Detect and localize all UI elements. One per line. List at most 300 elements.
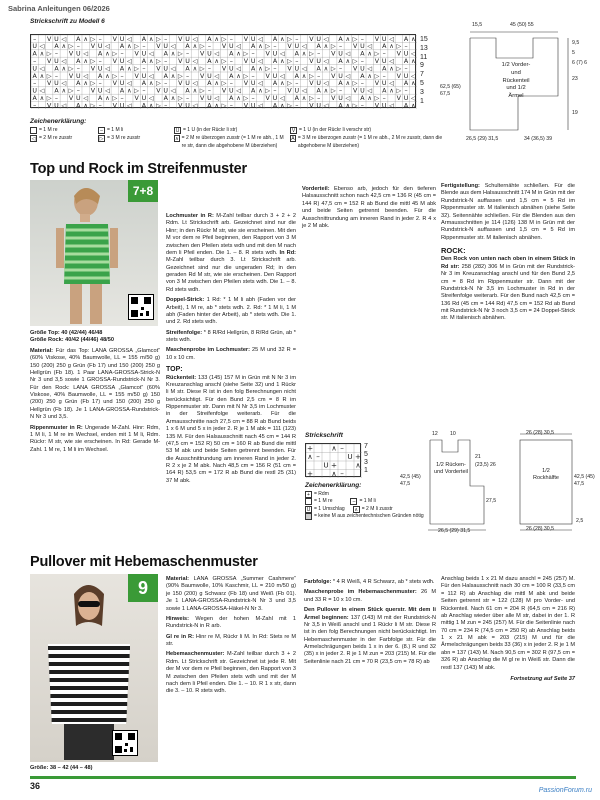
chart-symbol: U <box>403 72 409 80</box>
chart-symbol: U <box>207 72 212 80</box>
chart-symbol: ▷ <box>287 102 292 109</box>
chart-symbol: U <box>76 72 81 80</box>
chart-symbol: ◁ <box>39 65 45 73</box>
chart-symbol: – <box>382 94 386 102</box>
chart-symbol: ▷ <box>396 43 402 51</box>
chart-symbol: ∧ <box>236 50 241 58</box>
chart-symbol: ◁ <box>279 50 285 58</box>
chart-symbol: ◁ <box>323 102 329 109</box>
legend-item: ▷ = 3 M re zusstr <box>99 135 141 143</box>
chart-symbol: ∧ <box>279 102 285 109</box>
chart-symbol: ◁ <box>170 87 176 95</box>
chart-symbol: U <box>54 35 59 43</box>
chart-symbol: U <box>141 94 147 102</box>
chart-symbol: ∧ <box>214 80 220 88</box>
chart-symbol: V <box>265 50 270 58</box>
chart-symbol: – <box>404 43 408 51</box>
legend-item: + = Rdm <box>305 491 435 498</box>
chart-symbol: V <box>221 87 227 95</box>
pullover-sizes: Größe: 38 – 42 (44 – 48) <box>30 765 93 771</box>
chart-symbol: – <box>340 469 344 478</box>
pullover-stripe <box>49 662 129 666</box>
chart-symbol: A <box>98 72 103 80</box>
pullover-column-3: Anschlag beids 1 x 21 M dazu anschl = 245 (257) M. Für den Halsausschnitt nach 30 cm = 100 R (33,5 cm = 112 R) ab Anschlag die mittl M abk und beide Seiten getrennt str = 122 (128) M pro Vorder- und Rückenteil. Nach 61 cm = 204 R (64,5 cm = 216 R) ab Anschlag wieder über alle M str, dabei in der 1. R mittig 1 M zun = 245 (257) M. Für die Seitenlinie nach 70 cm = 234 R (74,5 cm = 250 R) ab Anschlag beids 1 x 21 M abk = 203 (215) M und für die Ärmelschrägungen beids 33 (36) x in jeder 2. R je 1 M abn = 137 (143) M. Nach 90,5 cm = 302 R (97,5 cm = 326 R) ab Anschlag die M gl re in Weiß str. Dann die restl 137 (143) M abk. Fortsetzung auf Seite 37 <box>441 576 576 682</box>
chart-symbol: U <box>338 72 343 80</box>
chart-symbol: U <box>294 87 300 95</box>
chart-symbol: ∧ <box>258 43 263 51</box>
chart-symbol: U <box>119 57 125 65</box>
chart-symbol: ▷ <box>112 94 118 102</box>
chart-symbol: V <box>47 102 52 109</box>
chart-symbol: – <box>338 65 343 73</box>
chart-symbol: U <box>294 43 300 51</box>
chart-symbol: V <box>352 43 358 51</box>
chart-symbol: V <box>331 50 336 58</box>
chart-symbol: ▷ <box>199 43 205 51</box>
chart-symbol: ∧ <box>411 102 416 109</box>
knitting-chart-grid <box>31 35 417 109</box>
page-number: 36 <box>30 781 41 791</box>
chart-symbol: – <box>338 43 343 51</box>
chart-symbol: A <box>360 72 365 80</box>
chart-symbol: ◁ <box>126 102 132 109</box>
chart-symbol: ∧ <box>236 94 241 102</box>
chart-symbol: – <box>76 65 80 73</box>
chart-symbol: ▷ <box>199 65 205 73</box>
chart-symbol: – <box>98 57 102 65</box>
chart-symbol: V <box>47 57 52 65</box>
chart-symbol: – <box>120 50 124 58</box>
legend-item: = keine M aus zeichentechnischen Gründen nötig <box>305 513 435 520</box>
chart-symbol: ∧ <box>192 87 198 95</box>
chart-symbol: ▷ <box>287 35 292 43</box>
chart-symbol: U <box>141 50 147 58</box>
chart-symbol: ∧ <box>236 72 241 80</box>
chart-symbol: – <box>229 80 233 88</box>
chart-symbol: V <box>352 65 358 73</box>
chart-symbol: – <box>317 50 321 58</box>
chart-symbol: U <box>32 43 37 51</box>
chart-symbol: ◁ <box>192 80 198 88</box>
chart-symbol: ▷ <box>308 50 314 58</box>
chart-symbol: A <box>360 94 365 102</box>
section-title-top-rock: Top und Rock im Streifenmuster <box>30 161 247 177</box>
chart-symbol: ▷ <box>352 102 358 109</box>
chart-symbol: V <box>374 57 380 65</box>
chart-symbol: ◁ <box>257 102 263 109</box>
row-number: 7 <box>420 71 424 79</box>
chart-symbol: ◁ <box>389 102 394 109</box>
chart-symbol: A <box>338 80 343 88</box>
column-3: Vorderteil: Ebenso arb, jedoch für den tieferen Halsausschnitt schon nach 42,5 cm = 136 R (45 cm = 144 R) 47,5 cm = 152 R ab Bund die mittl 45 M abk und beide Seiten getrennt beenden. Für die Ausschnittrundung am inneren Rand in jeder 2. R 4 x je 2 M abk. <box>302 186 436 229</box>
chart-symbol: ▷ <box>90 57 96 65</box>
qr-code-icon[interactable] <box>112 730 138 756</box>
chart-symbol: ◁ <box>345 94 351 102</box>
chart-symbol: ∧ <box>279 80 285 88</box>
chart-symbol: ∧ <box>389 87 394 95</box>
chart-symbol: U <box>381 102 387 109</box>
chart-symbol: ∧ <box>148 102 154 109</box>
legend-item: U = 1 U (in der Rückr li str) <box>175 127 238 134</box>
footer-rule <box>30 776 576 779</box>
chart-symbol: A <box>382 65 387 73</box>
chart-symbol: ◁ <box>105 43 110 51</box>
chart-symbol: ∧ <box>345 35 351 43</box>
chart-symbol: ◁ <box>192 102 198 109</box>
chart-symbol: ◁ <box>192 57 198 65</box>
chart-symbol: ▷ <box>352 35 358 43</box>
chart-symbol: – <box>338 87 343 95</box>
chart-symbol: V <box>199 72 205 80</box>
chart-symbol: U <box>347 452 353 462</box>
chart-symbol: V <box>199 94 205 102</box>
chart-symbol: U <box>97 65 103 73</box>
chart-symbol: ◁ <box>61 35 67 43</box>
chart-symbol: A <box>119 43 125 51</box>
chart-symbol: ▷ <box>374 50 380 58</box>
chart-symbol: ∧ <box>105 94 110 102</box>
chart-symbol: A <box>141 80 147 88</box>
qr-code-icon[interactable] <box>128 294 154 320</box>
chart-symbol: – <box>54 94 59 102</box>
chart-symbol: U <box>316 57 321 65</box>
chart-symbol: V <box>309 57 314 65</box>
chart-symbol: ◁ <box>83 94 89 102</box>
chart-symbol: ∧ <box>411 57 416 65</box>
chart-symbol: ∧ <box>355 460 361 470</box>
chart-symbol: ∧ <box>39 50 45 58</box>
chart-symbol: ▷ <box>308 72 314 80</box>
chart-symbol: V <box>331 94 336 102</box>
continuation-note: Fortsetzung auf Seite 37 <box>510 675 575 682</box>
pullover-stripe <box>48 654 129 658</box>
chart-symbol: V <box>112 80 117 88</box>
chart-symbol: U <box>316 80 321 88</box>
chart-symbol: ▷ <box>396 65 402 73</box>
chart-symbol: V <box>156 87 161 95</box>
chart-symbol: ▷ <box>265 65 271 73</box>
chart-symbol: ◁ <box>410 94 416 102</box>
chart-symbol: ∧ <box>345 102 351 109</box>
chart-symbol: ∧ <box>61 87 67 95</box>
chart-symbol: A <box>229 50 234 58</box>
chart-symbol: ∧ <box>127 65 132 73</box>
chart-symbol: ∧ <box>307 452 313 462</box>
chart-symbol: U <box>294 65 300 73</box>
chart-symbol: ∧ <box>367 94 372 102</box>
chart-symbol: A <box>229 72 234 80</box>
chart2-legend-title: Zeichenerklärung: <box>305 482 362 489</box>
chart-symbol: ▷ <box>112 50 118 58</box>
chart-symbol: ∧ <box>192 65 198 73</box>
chart-symbol: – <box>186 94 190 102</box>
chart-symbol: U <box>119 35 125 43</box>
chart-symbol: V <box>47 80 52 88</box>
chart-symbol: ▷ <box>156 80 161 88</box>
chart-symbol: ▷ <box>90 35 96 43</box>
chart-symbol: – <box>360 57 364 65</box>
chart-symbol: ∧ <box>279 57 285 65</box>
chart-symbol: ▷ <box>68 87 74 95</box>
chart-symbol: A <box>76 102 81 109</box>
pullover-stripe <box>50 678 129 682</box>
chart-symbol: – <box>382 72 386 80</box>
chart-symbol: ∧ <box>301 50 307 58</box>
chart-symbol: – <box>164 57 168 65</box>
chart-symbol: ∧ <box>214 102 220 109</box>
chart-symbol: ◁ <box>214 50 220 58</box>
chart-symbol: V <box>243 80 249 88</box>
chart-symbol: ◁ <box>257 35 263 43</box>
chart-symbol: ◁ <box>367 65 373 73</box>
chart-symbol: ▷ <box>287 80 292 88</box>
chart-symbol: U <box>54 102 59 109</box>
chart-symbol: U <box>228 65 234 73</box>
chart-symbol: ∧ <box>61 43 67 51</box>
chart-symbol: ▷ <box>330 65 336 73</box>
legend-item: = 1 M re <box>30 127 92 134</box>
chart-symbol: ∧ <box>258 65 263 73</box>
chart-symbol: A <box>141 35 147 43</box>
chart-symbol: A <box>163 94 168 102</box>
chart-symbol: – <box>98 80 102 88</box>
chart-symbol: U <box>185 80 190 88</box>
legend-item: ∧ = 2 M re überzogen zusstr (= 1 M re abh., 1 M re str, dann die abgehobene M überziehen) <box>175 135 284 149</box>
chart-symbol: ∧ <box>105 72 110 80</box>
chart-symbol: V <box>287 65 292 73</box>
chart-symbol: A <box>316 87 321 95</box>
chart-symbol: A <box>382 87 387 95</box>
chart-symbol: U <box>207 94 212 102</box>
chart-symbol: – <box>120 94 124 102</box>
chart-symbol: V <box>90 43 96 51</box>
chart2-title: Strickschrift <box>305 432 343 439</box>
chart-symbol: V <box>331 72 336 80</box>
model-photo-top-rock <box>30 180 158 326</box>
pullover-stripe <box>50 686 128 690</box>
chart-symbol: ◁ <box>105 65 110 73</box>
chart-symbol: – <box>317 94 321 102</box>
chart-symbol: U <box>250 102 256 109</box>
chart-symbol: A <box>207 102 212 109</box>
chart-symbol: U <box>228 87 234 95</box>
chart-symbol: A <box>229 94 234 102</box>
chart-symbol: V <box>178 102 183 109</box>
chart-symbol: ∧ <box>39 94 45 102</box>
chart-symbol: – <box>251 72 255 80</box>
chart-symbol: – <box>76 87 80 95</box>
row-number: 11 <box>420 53 428 61</box>
chart-symbol: – <box>207 65 212 73</box>
chart-symbol: ∧ <box>323 65 329 73</box>
chart-symbol: ◁ <box>170 65 176 73</box>
chart-symbol: ▷ <box>221 102 227 109</box>
pullover-stripe <box>51 710 127 714</box>
chart-symbol: – <box>142 43 146 51</box>
chart-symbol: U <box>403 94 409 102</box>
chart-symbol: ∧ <box>411 35 416 43</box>
chart-symbol: ▷ <box>112 72 118 80</box>
chart-symbol: – <box>273 87 277 95</box>
chart-symbol: ◁ <box>279 94 285 102</box>
chart-symbol: ∧ <box>258 87 263 95</box>
chart-symbol: – <box>54 50 59 58</box>
chart-symbol: ◁ <box>39 87 45 95</box>
chart-symbol: ▷ <box>156 102 161 109</box>
legend-item: ◁ = 2 M re zusstr <box>31 135 73 143</box>
chart-symbol: V <box>396 72 401 80</box>
chart-symbol: ▷ <box>374 72 380 80</box>
chart-symbol: ◁ <box>257 80 263 88</box>
chart-symbol: A <box>141 102 147 109</box>
chart-symbol: V <box>90 65 96 73</box>
chart-symbol: ◁ <box>83 50 89 58</box>
chart-symbol: V <box>221 43 227 51</box>
chart-symbol: V <box>287 43 292 51</box>
chart-symbol: V <box>112 102 117 109</box>
chart-symbol: – <box>295 35 299 43</box>
chart-symbol: ∧ <box>331 469 337 478</box>
chart-symbol: ◁ <box>301 87 307 95</box>
row-number: 1 <box>420 97 424 105</box>
chart-symbol: ∧ <box>105 50 110 58</box>
chart-symbol: ▷ <box>243 94 249 102</box>
chart-symbol: ◁ <box>323 57 329 65</box>
chart-title: Strickschrift zu Modell 6 <box>30 18 105 25</box>
chart-symbol: V <box>374 80 380 88</box>
chart-symbol: ∧ <box>61 65 67 73</box>
schematic-top-rock: 12 10 21 (23,5) 26 42,5 (45) 47,5 27,5 1/2 Rücken- und Vorderteil 26,5 (29) 31,5 2,5 26 (28) 30,5 1/2 Rockhälfte 42,5 (45) 47,5 26 (28) 30,5 <box>400 430 595 534</box>
chart-symbol: U <box>338 94 343 102</box>
chart-symbol: ∧ <box>323 87 329 95</box>
column-2: Lochmuster in R: M-Zahl teilbar durch 3 + 2 + 2 Rdm. Lt Strickschrift arb. Gezeichnet sind nur die Hinr; in den Rückr M str, wie sie erscheinen. Mit den M vor dem re Pfeil beginnen, den Rapport von 3 M zwischen den Pfeilen stets wdh und mit den M nach dem li Pfeil enden. Die 1. – 8. R stets wdh. In Rd: M-Zahl teilbar durch 3. Lt Strickschrift arb. Gezeichnet sind nur die ungeraden Rd; in den geraden Rd M str, wie sie erscheinen. Den Rapport von 3 M zwischen den Pfeilen stets wdh. Die 1. – 8. Rd stets wdh. Doppel-Strick: 1 Rd: * 1 M li abh (Faden vor der Arbeit), 1 M re, ab * stets wdh. 2. Rd: * 1 M li, 1 M abh (Faden hinter der Arbeit), ab * stets wdh. Die 1. und 2. Rd stets wdh. Streifenfolge: * 8 R/Rd Hellgrün, 8 R/Rd Grün, ab * stets wdh. Maschenprobe im Lochmuster: 25 M und 32 R = 10 x 10 cm. TOP: Rückenteil: 133 (145) 157 M in Grün mit N Nr 3 im Kreuzanschlag anschl (siehe Seite 32) und 1 Rückr li M str. Diese R ist in den folg Berechnungen nicht berücksichtigt. Für den Bund 2,5 cm = 8 R im Rippenmuster str. Dann mit N Nr 3,5 im Lochmuster in der Streifenfolge weiterarb. Für die Armausschnitte nach 27,5 cm = 88 R ab Bund beids 1 x 6 M und 5 x in jeder 2. R je 1 M abk = 111 (123) 135 M. Für den Halsausschnitt nach 45 cm = 144 R (47,5 cm = 152 R) 50 cm = 160 R ab Bund die mittl 53 M abk und beide Seiten getrennt beenden. Für die Ausschnittrundung am inneren Rand in jeder 2. R 2 x je 2 M abk. Nach 48,5 cm = 156 R (51 cm = 164 R) 53,5 cm = 172 R ab Bund die restl 25 (31) 37 M abk. <box>166 213 296 484</box>
chart-symbol: A <box>76 57 81 65</box>
chart-symbol: V <box>90 87 96 95</box>
chart-symbol: ◁ <box>345 72 351 80</box>
chart-symbol: ◁ <box>214 94 220 102</box>
model-number-badge: 7+8 <box>128 180 158 202</box>
chart-symbol: ◁ <box>105 87 110 95</box>
chart-symbol: ∧ <box>279 35 285 43</box>
chart-symbol: A <box>54 87 59 95</box>
chart-symbol: – <box>142 65 146 73</box>
chart-symbol: A <box>403 102 409 109</box>
chart-symbol: V <box>68 72 74 80</box>
chart-symbol: U <box>250 80 256 88</box>
chart-symbol: ▷ <box>352 57 358 65</box>
chart-symbol: ◁ <box>61 80 67 88</box>
chart-symbol: V <box>374 102 380 109</box>
chart-symbol: ▷ <box>396 87 402 95</box>
chart-symbol: – <box>295 57 299 65</box>
chart-symbol: ∧ <box>170 94 176 102</box>
chart-symbol: U <box>250 57 256 65</box>
chart-symbol: – <box>76 43 80 51</box>
chart-symbol: V <box>156 43 161 51</box>
chart-symbol: ▷ <box>330 43 336 51</box>
model-photo-pullover <box>30 574 158 762</box>
chart-symbol: ∧ <box>148 57 154 65</box>
chart-symbol: A <box>32 72 37 80</box>
chart-symbol: ∧ <box>301 72 307 80</box>
chart-symbol: ◁ <box>301 43 307 51</box>
chart-symbol: ▷ <box>134 87 140 95</box>
chart-symbol: ∧ <box>127 87 132 95</box>
chart-symbol: ▷ <box>134 43 140 51</box>
chart-symbol: V <box>112 35 117 43</box>
chart-symbol: V <box>265 72 270 80</box>
chart-symbol: ◁ <box>192 35 198 43</box>
chart-symbol: ▷ <box>243 72 249 80</box>
chart-symbol: U <box>360 65 365 73</box>
chart-symbol: A <box>360 50 365 58</box>
chart-symbol: A <box>338 35 343 43</box>
chart-symbol: A <box>272 57 278 65</box>
chart-symbol: – <box>164 35 168 43</box>
chart-symbol: V <box>396 50 401 58</box>
chart-symbol: A <box>338 57 343 65</box>
chart-symbol: ∧ <box>367 50 372 58</box>
chart-symbol: U <box>403 50 409 58</box>
chart-symbol: – <box>120 72 124 80</box>
chart-symbol: – <box>273 43 277 51</box>
chart-symbol: V <box>265 94 270 102</box>
chart-symbol: – <box>207 43 212 51</box>
chart-symbol: ◁ <box>148 72 154 80</box>
pullover-illustration <box>30 574 158 762</box>
chart-symbol: V <box>156 65 161 73</box>
chart-symbol: + <box>306 444 314 453</box>
chart-symbol: U <box>76 94 81 102</box>
chart-symbol: A <box>207 57 212 65</box>
chart-symbol: ∧ <box>170 50 176 58</box>
watermark: PassionForum.ru <box>538 787 592 794</box>
chart-symbol: V <box>178 35 183 43</box>
chart-symbol: ∧ <box>83 57 88 65</box>
chart-symbol: ∧ <box>367 72 372 80</box>
pullover-column-1: Material: LANA GROSSA „Summer Cashmere“ (90% Baumwolle, 10% Kaschmir, LL = 210 m/50 g) je 150 (200) g Schwarz (Fb 18) und Weiß (Fb 01). Je 1 LANA-GROSSA-Rundstrick-N Nr 3 und 3,5 sowie 1 LANA-GROSSA-Häkel-N Nr 3. Hinweis: Wegen der hohen M-Zahl mit 1 Rundstrick-N in R arb. Gl re in R: Hinr re M, Rückr li M. In Rd: Stets re M str. Hebemaschenmuster: M-Zahl teilbar durch 3 + 2 Rdm. Lt Strickschrift str. Gezeichnet ist jede R. Mit der M vor dem re Pfeil beginnen, den Rapport von 3 M zwischen den Pfeilen stets wdh und mit der M nach dem li Pfeil enden. Die 1. – 10. R 1 x str, dann die 3. – 10. R stets wdh. <box>166 576 297 695</box>
chart-symbol: – <box>98 35 102 43</box>
chart-symbol: A <box>119 87 125 95</box>
chart-symbol: V <box>243 57 249 65</box>
chart-symbol: ▷ <box>46 50 52 58</box>
chart-symbol: A <box>294 94 299 102</box>
chart-symbol: – <box>207 87 212 95</box>
chart-symbol: A <box>250 65 256 73</box>
chart-symbol: ◁ <box>410 72 416 80</box>
chart-symbol: – <box>273 65 277 73</box>
chart-symbol: – <box>229 57 233 65</box>
chart-symbol: ◁ <box>148 94 154 102</box>
chart-symbol: A <box>76 80 81 88</box>
chart-symbol: A <box>403 35 409 43</box>
chart-symbol: ◁ <box>323 80 329 88</box>
chart-symbol: ▷ <box>68 65 74 73</box>
column-4: Fertigstellung: Schulternähte schließen. Für die Blende aus dem Halsausschnitt 174 M in Grün mit der Rundstrick-N auffassen und 1,5 cm = 5 Rd im Rippenmuster str. M italienisch abnähen (siehe Seite 32). Seitennähte schließen. Für die Blenden aus den Armausschnitten je 114 (126) 138 M in Grün mit der Rundstrick-N auffassen und 1,5 cm = 5 Rd im Rippenmuster str. M italienisch abnähen. ROCK: Den Rock von unten nach oben in einem Stück in Rd str: 258 (282) 306 M in Grün mit der Rundstrick-Nr 3 im Kreuzanschlag anschl und für den Bund 2,5 cm = 8 Rd im Rippenmuster str. Dann mit der Rundstrick-N Nr 3,5 im Lochmuster in Rd in der Streifenfolge weiterarb. Für den Bund nach 42,5 cm = 136 Rd (45 cm = 144 Rd) 47,5 cm = 152 Rd ab Bund mit Rundstrick-N Nr 3 noch 3,5 cm = 24 Doppel-Strick str. M italienisch abnähen. <box>441 183 576 322</box>
chart-symbol: V <box>178 80 183 88</box>
chart-symbol: A <box>272 35 278 43</box>
chart-symbol: – <box>186 50 190 58</box>
chart-symbol: V <box>199 50 205 58</box>
chart-symbol: A <box>32 94 37 102</box>
chart-symbol: A <box>250 43 256 51</box>
chart-symbol: + <box>330 460 338 470</box>
section-title-pullover: Pullover mit Hebemaschenmuster <box>30 554 258 570</box>
chart-symbol: – <box>404 65 408 73</box>
row-number: 13 <box>420 44 428 52</box>
chart-symbol: V <box>352 87 358 95</box>
chart-symbol: ▷ <box>221 80 227 88</box>
